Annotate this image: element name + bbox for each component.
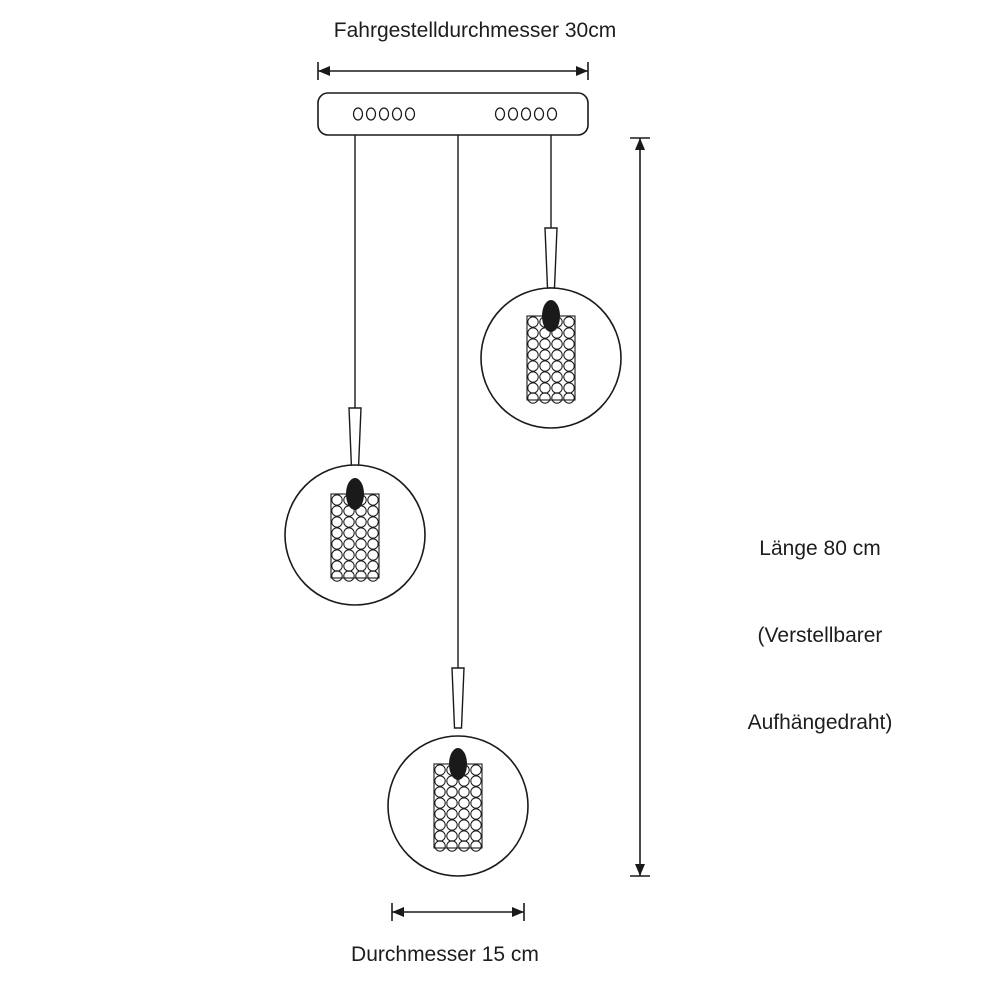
right-dimension-label-line3: Aufhängedraht)	[747, 711, 893, 734]
bottom-dimension-label: Durchmesser 15 cm	[351, 943, 539, 966]
top-dimension-line	[318, 62, 588, 80]
pendant-globe-lower-center	[388, 668, 528, 876]
right-dimension-line	[630, 138, 650, 876]
pendant-globe-upper-right	[481, 228, 621, 428]
pendant-globe-middle-left	[285, 408, 425, 605]
right-dimension-label-line2: (Verstellbarer	[757, 624, 883, 647]
right-dimension-label-line1: Länge 80 cm	[759, 537, 881, 560]
bottom-dimension-line	[392, 903, 524, 921]
ceiling-canopy	[318, 93, 588, 135]
top-dimension-label: Fahrgestelldurchmesser 30cm	[333, 19, 617, 42]
right-dimension-label	[670, 476, 970, 795]
